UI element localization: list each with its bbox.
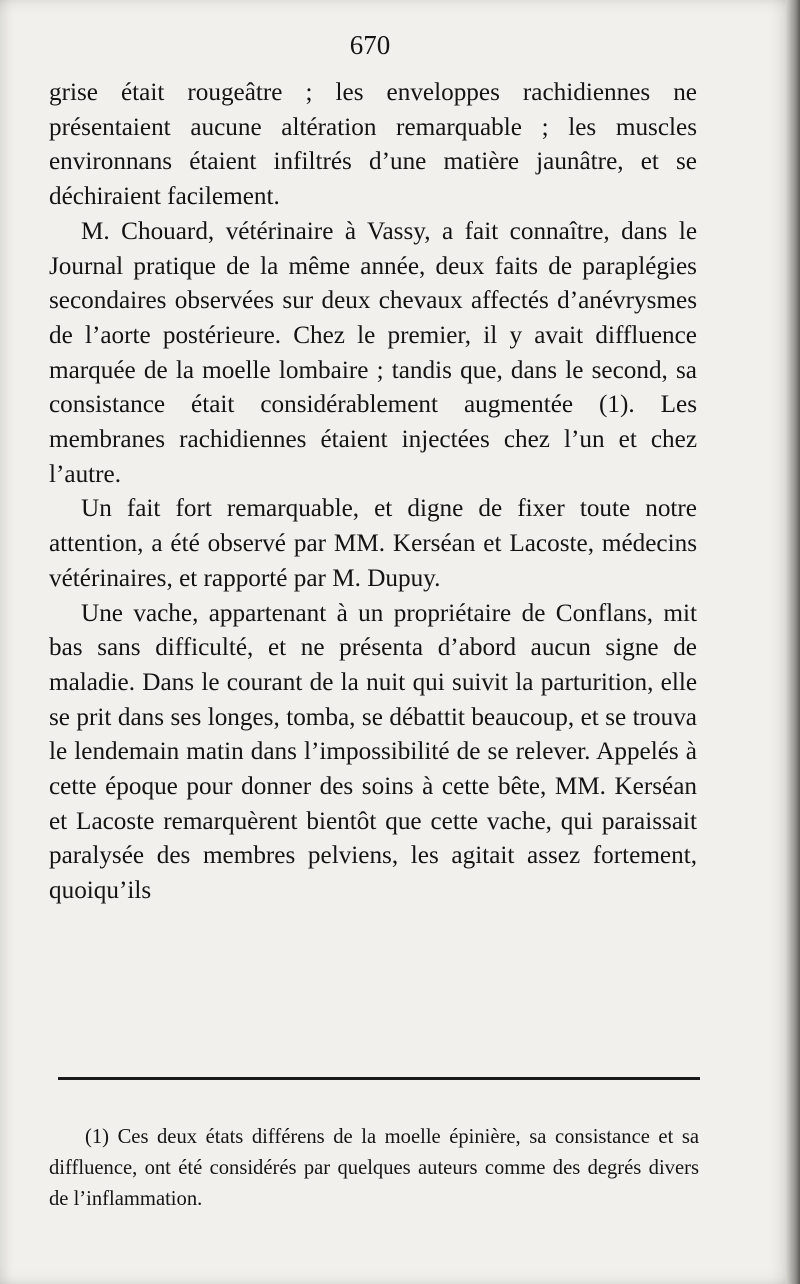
paragraph-1: grise était rougeâtre ; les enveloppes rachidiennes ne présentaient aucune altération remarquable ; les muscles environnans étaient infiltrés d’une matière jaunâtre, et se déchiraient facilement. — [49, 79, 697, 211]
page-number: 670 — [349, 30, 391, 60]
body-text — [49, 76, 697, 909]
footnote-rule — [58, 1077, 700, 1080]
paragraph-3: Un fait fort remarquable, et digne de fixer toute notre attention, a été observé par MM. Kerséan et Lacoste, médecins vétérinaires, et rapporté par M. Dupuy. — [49, 495, 697, 592]
page-binding-edge — [786, 0, 800, 1284]
paragraph-2: M. Chouard, vétérinaire à Vassy, a fait connaître, dans le Journal pratique de la même année, deux faits de paraplégies secondaires observées sur deux chevaux affectés d’anévrysmes de l’aorte postérieure. Chez le premier, il y avait diffluence marquée de la moelle lombaire ; tandis que, dans le second, sa consistance était considérablement augmentée (1). Les membranes rachidiennes étaient injectées chez l’un et chez l’autre. — [49, 217, 697, 488]
footnote: (1) Ces deux états différens de la moelle épinière, sa consistance et sa diffluence, ont été considérés par quelques auteurs comme des degrés divers de l’inflammation. — [49, 1126, 699, 1210]
paragraph-4: Une vache, appartenant à un propriétaire de Conflans, mit bas sans difficulté, et ne présenta d’abord aucun signe de maladie. Dans le courant de la nuit qui suivit la parturition, elle se prit dans ses longes, tomba, se débattit beaucoup, et se trouva le lendemain matin dans l’impossibilité de se relever. Appelés à cette époque pour donner des soins à cette bête, MM. Kerséan et Lacoste remarquèrent bientôt que cette vache, qui paraissait paralysée des membres pelviens, les agitait assez fortement, quoiqu’ils — [49, 599, 697, 905]
